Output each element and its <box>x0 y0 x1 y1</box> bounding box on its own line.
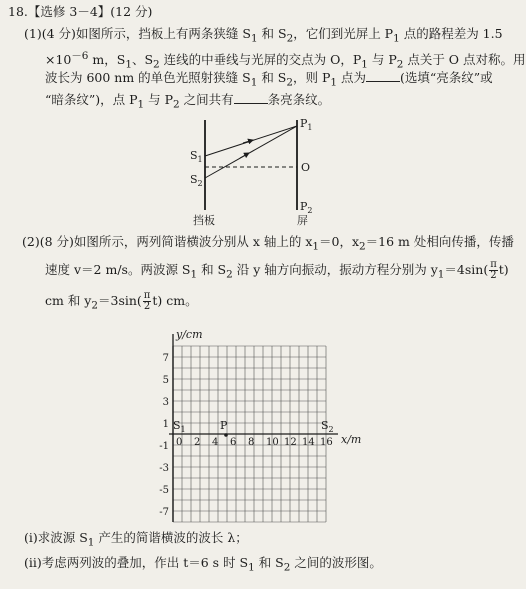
arrow-on-ray-2 <box>240 153 249 158</box>
x-tick-label: 10 <box>266 437 279 448</box>
part1-line1: (1)(4 分)如图所示，挡板上有两条狭缝 $S_1$ 和 $S_2$，它们到光屏上 $P_1$ 点的路程差为 1.5 <box>24 26 503 45</box>
grid-labels <box>159 353 332 518</box>
label-point-p: P <box>220 419 228 432</box>
question-number: 18. <box>8 4 28 19</box>
fraction-pi-over-2-b: $\frac{\pi}{2}$ <box>143 290 151 312</box>
question-header <box>8 4 152 20</box>
label-p1: $P_1$ <box>300 117 313 132</box>
label-baffle: 挡板 <box>193 214 215 227</box>
fraction-pi-over-2-a: $\frac{\pi}{2}$ <box>490 259 497 281</box>
label-o: O <box>301 161 311 174</box>
subquestion-ii: (ⅱ)考虑两列波的叠加，作出 t＝6 s 时 $S_1$ 和 $S_2$ 之间的波形图。 <box>24 555 382 574</box>
y-axis-label: y/cm <box>176 328 203 341</box>
x-tick-label: 16 <box>320 437 333 448</box>
x-tick-label: 12 <box>284 437 297 448</box>
part1-line3: 波长为 600 nm 的单色光照射狭缝 $S_1$ 和 $S_2$，则 $P_1$ 点为 (选填“亮条纹”或 <box>45 70 493 89</box>
x-axis-label: x/m <box>341 433 362 446</box>
y-tick-label: 1 <box>162 419 169 430</box>
point-p-marker <box>224 433 228 437</box>
label-p2: $P_2$ <box>300 200 313 215</box>
y-tick-label: -3 <box>159 463 169 474</box>
part2-line2: 速度 v＝2 m/s。两波源 $S_1$ 和 $S_2$ 沿 y 轴方向振动，振动方程分别为 $y_1=4\sin$( $\frac{\pi}{2}$ t) <box>45 259 509 281</box>
y-tick-label: 3 <box>162 397 169 408</box>
label-s1: $S_1$ <box>190 149 203 164</box>
y-tick-label: 5 <box>162 375 169 386</box>
part2-line3: cm 和 $y_2=3\sin$( $\frac{\pi}{2}$ t) cm。 <box>45 290 198 312</box>
answer-blank-1 <box>366 70 400 82</box>
x-tick-label: 6 <box>230 437 237 448</box>
label-screen: 屏 <box>297 214 308 227</box>
y-tick-label: -7 <box>159 507 169 518</box>
x-tick-label: 14 <box>302 437 315 448</box>
y-tick-label: 7 <box>162 353 169 364</box>
x-tick-label: 8 <box>248 437 255 448</box>
part1-line4: “暗条纹”)，点 $P_1$ 与 $P_2$ 之间共有 条亮条纹。 <box>45 92 331 111</box>
x-tick-label: 2 <box>194 437 201 448</box>
part1-line2: $\times 10^{-6}$ m，$S_1$、$S_2$ 连线的中垂线与光屏的交点为 O，$P_1$ 与 $P_2$ 点关于 O 点对称。用 <box>45 50 526 71</box>
subquestion-i: (ⅰ)求波源 $S_1$ 产生的简谐横波的波长 λ； <box>24 530 248 549</box>
x-tick-label: 0 <box>176 437 183 448</box>
arrow-on-ray-1 <box>243 140 253 143</box>
y-tick-label: -1 <box>159 441 169 452</box>
y-tick-label: -5 <box>159 485 169 496</box>
grid-lines <box>169 334 338 522</box>
label-source-s1: $S_1$ <box>173 419 186 434</box>
x-tick-label: 4 <box>212 437 219 448</box>
question-title: 【选修 3－4】(12 分) <box>27 4 153 19</box>
label-source-s2: $S_2$ <box>321 419 334 434</box>
double-slit-diagram <box>185 112 325 230</box>
answer-blank-2 <box>234 92 268 104</box>
label-s2: $S_2$ <box>190 173 203 188</box>
wave-grid-graph <box>148 326 368 526</box>
part2-line1: (2)(8 分)如图所示，两列简谐横波分别从 x 轴上的 $x_1=0$，$x_2=16$ m 处相向传播，传播 <box>22 234 514 253</box>
